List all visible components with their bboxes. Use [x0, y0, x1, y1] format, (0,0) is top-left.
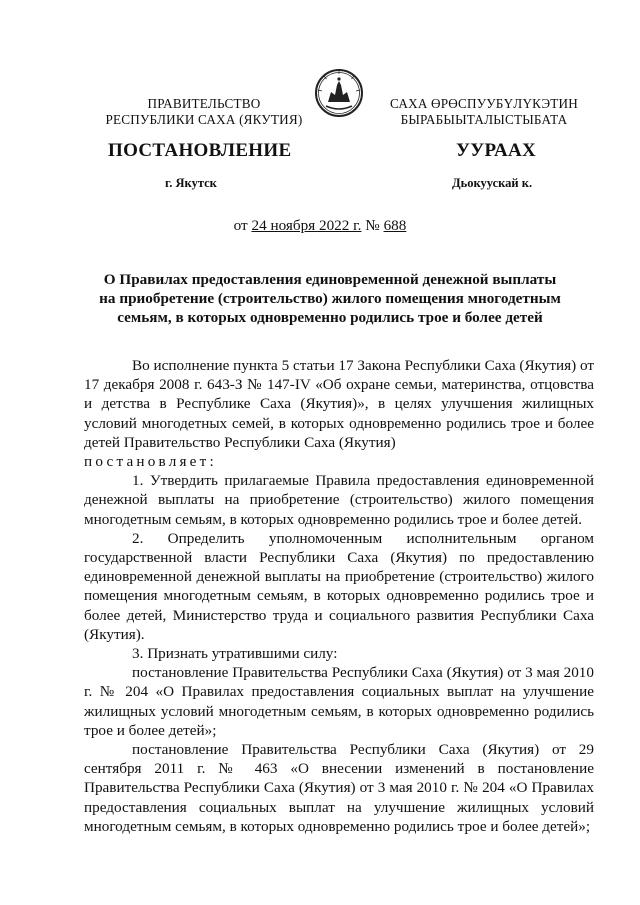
- subject-line2: на приобретение (строительство) жилого помещения многодетным: [99, 290, 561, 307]
- body-item-1: 1. Утвердить прилагаемые Правила предоставления единовременной денежной выплаты на приобретение (строительство) жилого помещения многодетным семьям, в которых одновременно родились трое и более детей.: [84, 472, 594, 528]
- doc-date-number: [0, 217, 640, 235]
- doc-date: 24 ноября 2022 г.: [251, 217, 362, 234]
- coat-of-arms-icon: [314, 68, 364, 118]
- issuer-ru: [84, 96, 324, 128]
- body-item-3a: постановление Правительства Республики Саха (Якутия) от 3 мая 2010 г. № 204 «О Правилах предоставления социальных выплат на улучшение жилищных условий многодетным семьям, в которых одновременно родились трое и более детей»;: [84, 664, 594, 739]
- issuer-sah-line2: БЫРАБЫЫТАЛЫСТЫБАТА: [400, 112, 568, 127]
- issuer-sah-line1: САХА ӨРӨСПУУБҮЛҮКЭТИН: [390, 96, 578, 111]
- doc-type-ru: ПОСТАНОВЛЕНИЕ: [108, 140, 292, 161]
- date-prefix: от: [233, 217, 248, 234]
- subject-line1: О Правилах предоставления единовременной денежной выплаты: [103, 271, 557, 288]
- number-sign: №: [365, 217, 380, 234]
- issuer-ru-line1: ПРАВИТЕЛЬСТВО: [147, 96, 261, 111]
- subject-line3: семьям, в которых одновременно родились трое и более детей: [117, 309, 543, 326]
- doc-body: [84, 356, 594, 836]
- decree-line: [84, 452, 594, 471]
- issuer-ru-line2: РЕСПУБЛИКИ САХА (ЯКУТИЯ): [105, 112, 303, 127]
- decree-word: постановляет:: [84, 453, 217, 471]
- city-ru: г. Якутск: [165, 176, 217, 190]
- doc-number: 688: [383, 217, 407, 234]
- city-sah: Дьокуускай к.: [452, 176, 533, 190]
- body-item-2: 2. Определить уполномоченным исполнительным органом государственной власти Республики Саха (Якутия) по предоставлению единовременной денежной выплаты на приобретение (строительство) жилого помещения многодетным семьям, в которых одновременно родились трое и более детей, Министерство труда и социального развития Республики Саха (Якутия).: [84, 529, 594, 643]
- doc-subject: [80, 270, 580, 327]
- doc-type-sah: УУРААХ: [456, 140, 537, 161]
- issuer-sah: [364, 96, 604, 128]
- body-intro: Во исполнение пункта 5 статьи 17 Закона Республики Саха (Якутия) от 17 декабря 2008 г. 643-З № 147-IV «Об охране семьи, материнства, отцовства и детства в Республике Саха (Якутия)», в целях улучшения жилищных условий многодетных семей, в которых одновременно родились трое и более детей Правительство Республики Саха (Якутия): [84, 357, 594, 451]
- body-item-3: 3. Признать утратившими силу:: [132, 645, 338, 663]
- body-item-3b: постановление Правительства Республики Саха (Якутия) от 29 сентября 2011 г. № 463 «О внесении изменений в постановление Правительства Республики Саха (Якутия) от 3 мая 2010 г. № 204 «О Правилах предоставления социальных выплат на улучшение жилищных условий многодетным семьям, в которых одновременно родились трое и более детей»;: [84, 741, 594, 835]
